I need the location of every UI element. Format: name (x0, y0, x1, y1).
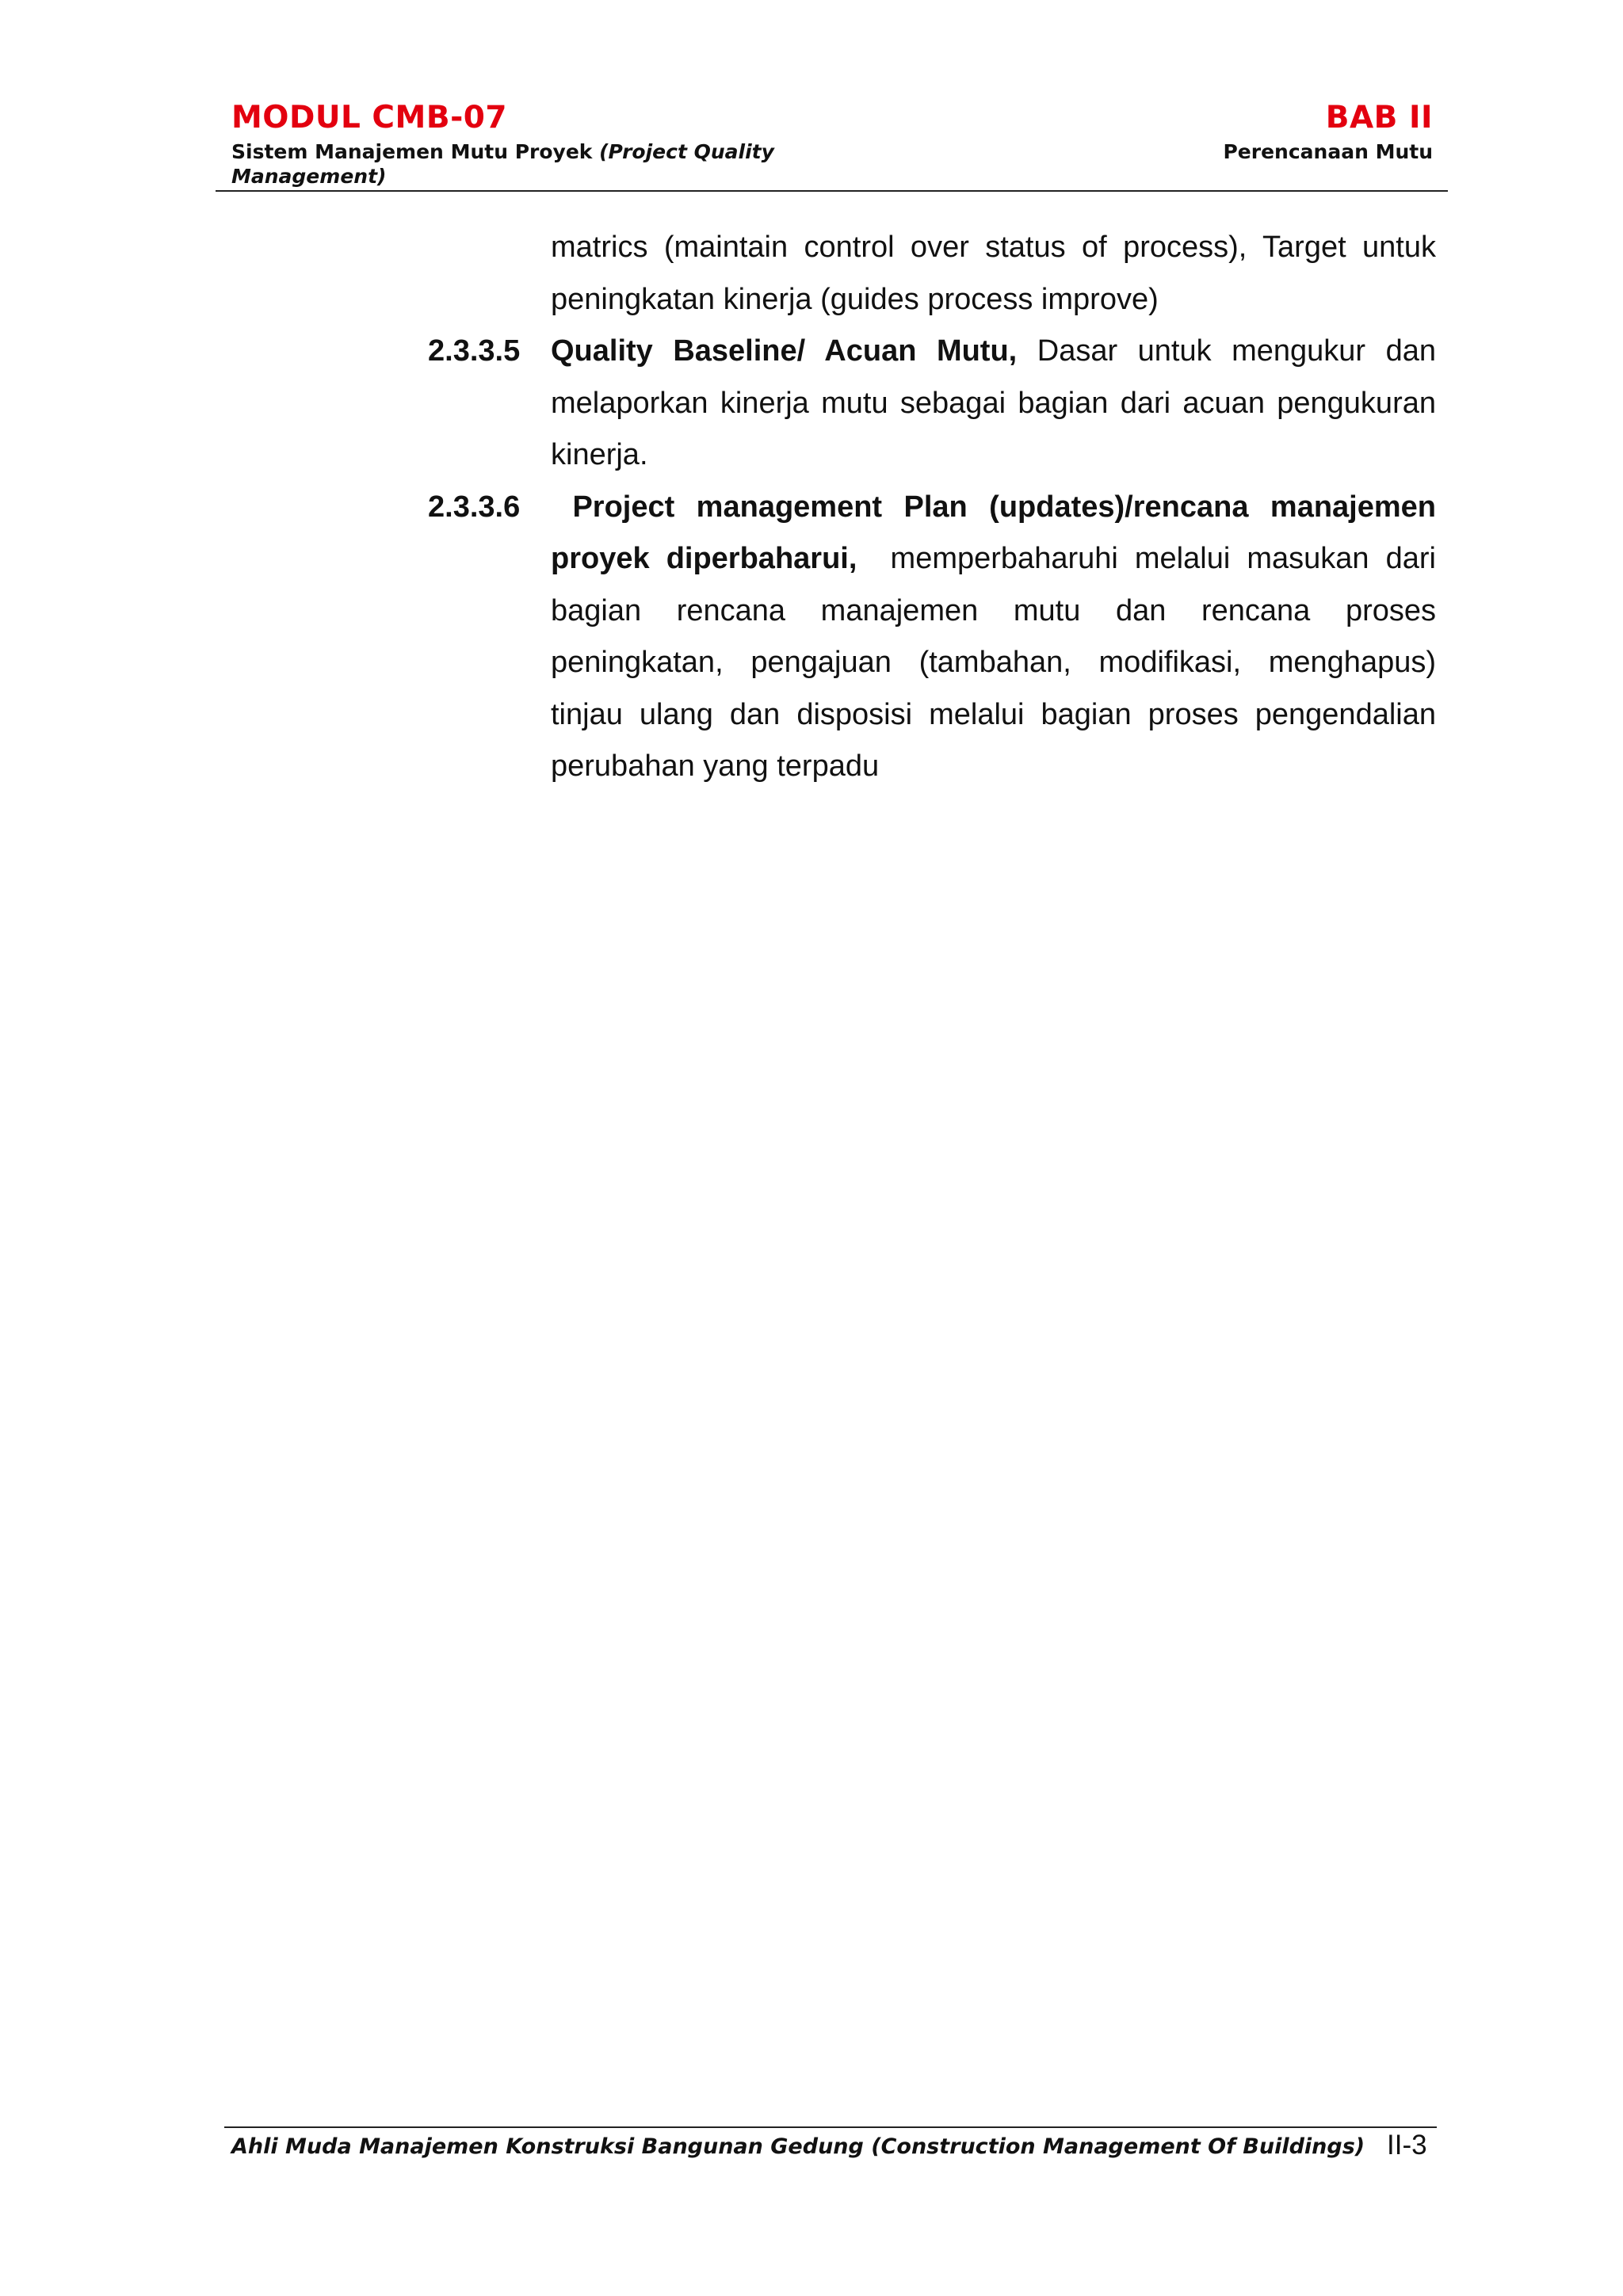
list-item (428, 482, 1445, 793)
item-number: 2.3.3.6 (428, 490, 521, 524)
continuation-paragraph (428, 222, 1436, 326)
header-right (1223, 98, 1433, 164)
header-left (231, 98, 945, 189)
item-paragraph (551, 326, 1436, 482)
subtitle-main: Sistem Manajemen Mutu Proyek (231, 140, 593, 163)
item-title: Quality Baseline/ Acuan Mutu, (551, 334, 1018, 368)
item-title: Project management Plan (updates)/rencana manajemen proyek diperbaharui, (551, 490, 1445, 575)
footer-divider (224, 2126, 1437, 2128)
item-text: memperbaharuhi melalui masukan dari bagian rencana manajemen mutu dan rencana proses peningkatan, pengajuan (tambahan, modifikasi, menghapus) tinjau ulang dan disposisi melalui bagian proses pengendalian perubahan yang terpadu (551, 542, 1445, 783)
item-number: 2.3.3.5 (428, 334, 521, 368)
body-content (428, 222, 1445, 793)
page-number: II-3 (1387, 2130, 1427, 2161)
list-item (428, 326, 1436, 482)
module-code: MODUL CMB-07 (231, 100, 508, 135)
item-text: Dasar untuk mengukur dan melaporkan kinerja mutu sebagai bagian dari acuan pengukuran kinerja. (551, 334, 1436, 471)
footer-text: Ahli Muda Manajemen Konstruksi Bangunan Gedung (Construction Management Of Buildings) (231, 2134, 1365, 2159)
chapter-label: BAB II (1325, 100, 1433, 135)
subtitle-italic-line2: Management) (231, 165, 387, 188)
continuation-line-1: matrics (maintain control over status of process), Target untuk (551, 231, 1436, 264)
subtitle-italic-line1: (Project Quality (599, 140, 774, 163)
item-paragraph (551, 482, 1445, 793)
chapter-title: Perencanaan Mutu (1223, 140, 1433, 163)
header-divider (216, 190, 1448, 192)
module-subtitle (231, 139, 945, 189)
continuation-line-2: peningkatan kinerja (guides process improve) (551, 282, 1159, 316)
